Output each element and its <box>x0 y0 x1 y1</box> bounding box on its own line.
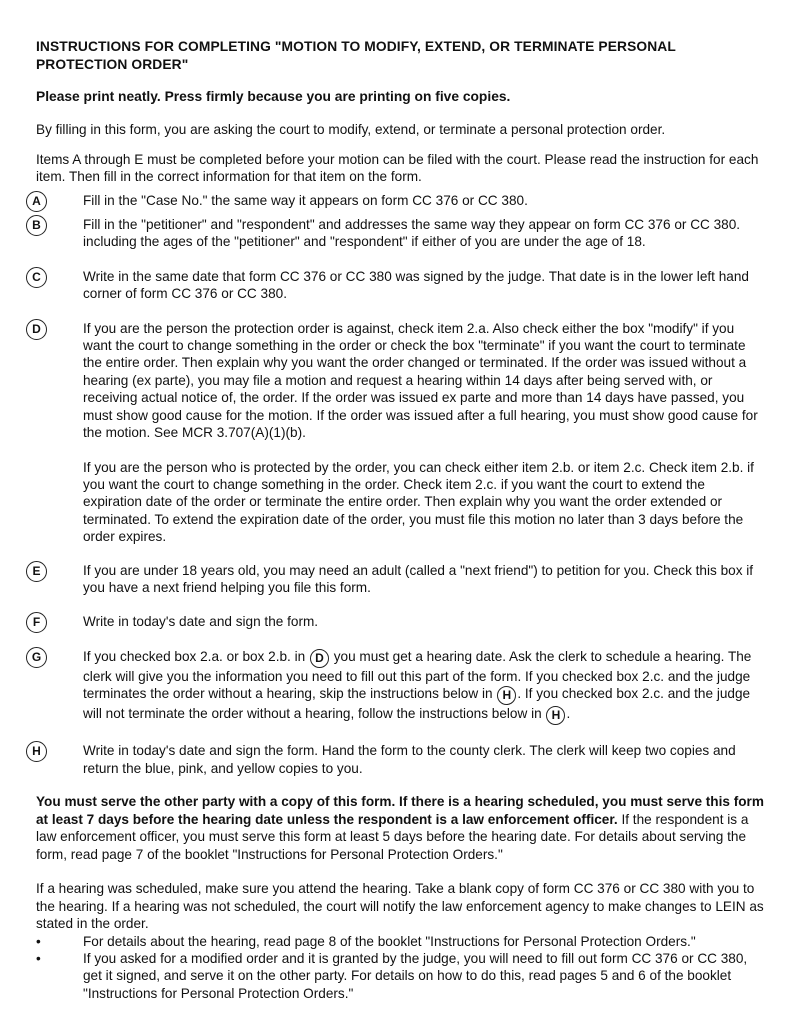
bullet-icon: • <box>36 950 41 966</box>
bullet-item-2 <box>36 950 766 1002</box>
circle-ref-h-icon: H <box>497 686 516 705</box>
item-f-text: Write in today's date and sign the form. <box>83 614 319 630</box>
serve-bold-text: You must serve the other party with a copy of this form. If there is a hearing scheduled, you must serve this form at least 7 days before the hearing date unless the respondent is a law enforcement officer. <box>36 793 764 827</box>
circle-letter-c-icon: C <box>26 267 47 288</box>
circle-letter-e-icon: E <box>26 561 47 582</box>
subtitle: Please print neatly. Press firmly because you are printing on five copies. <box>36 89 511 104</box>
circle-letter-f-icon: F <box>26 612 47 633</box>
item-f <box>32 613 766 630</box>
item-d <box>32 320 766 546</box>
page-title <box>36 38 766 74</box>
instructions-page <box>31 38 766 1002</box>
bullet-text-2: If you asked for a modified order and it is granted by the judge, you will need to fill out form CC 376 or CC 380, get it signed, and serve it on the other party. For details on how to do this, read pages 5 and 6 of the booklet "Instructions for Personal Protection Orders." <box>83 950 748 1001</box>
item-c <box>32 268 766 303</box>
item-h <box>32 742 766 777</box>
circle-letter-g-icon: G <box>26 647 47 668</box>
circle-letter-b-icon: B <box>26 215 47 236</box>
item-d-text-2: If you are the person who is protected by the order, you can check either item 2.b. or item 2.c. Check item 2.b. if you want the court to change something in the order. Check item 2.c. if you want the court to extend the expiration date of the order or terminate the entire order. Then explain why you want the order extended or terminated. To extend the expiration date of the order, you must file this motion no later than 3 days before the order expires. <box>83 459 754 545</box>
serve-normal-text: If the respondent is a law enforcement officer, you must serve this form at least 5 days before the hearing date. For details about serving the form, read page 7 of the booklet "Instructions for Personal Protection Orders." <box>36 811 749 862</box>
circle-letter-a-icon: A <box>26 191 47 212</box>
item-b-text: Fill in the "petitioner" and "respondent" and addresses the same way they appear on form CC 376 or CC 380. including the ages of the "petitioner" and "respondent" if either of you are under the age of 18. <box>83 217 741 250</box>
item-d-text: If you are the person the protection order is against, check item 2.a. Also check either the box "modify" if you want the court to change something in the order or check the box "terminate" if you want the court to terminate the entire order. Then explain why you want the order changed or terminated. If the order was issued without a hearing (ex parte), you may file a motion and request a hearing within 14 days after being served with, or receiving actual notice of, the order. If the order was issued ex parte and more than 14 days have passed, you must show good cause for the motion. If the order was issued after a full hearing, you must show good cause for the motion. See MCR 3.707(A)(1)(b). <box>83 320 758 441</box>
bullet-item-1 <box>36 933 766 950</box>
circle-ref-h-icon: H <box>546 706 565 725</box>
item-e <box>32 562 766 597</box>
intro-paragraph-1: By filling in this form, you are asking the court to modify, extend, or terminate a personal protection order. <box>36 122 666 138</box>
bullet-text-1: For details about the hearing, read page 8 of the booklet "Instructions for Personal Protection Orders." <box>83 933 696 949</box>
bullet-icon: • <box>36 933 41 949</box>
serve-paragraph <box>36 793 766 863</box>
item-g-text: If you checked box 2.a. or box 2.b. in D you must get a hearing date. Ask the clerk to schedule a hearing. The clerk will give you the information you need to fill out this part of the form. If you checked box 2.c. and the judge terminates the order without a hearing, skip the instructions below in H . If you checked box 2.c. and the judge will not terminate the order without a hearing, follow the instructions below in H . <box>83 648 766 725</box>
hearing-paragraph: If a hearing was scheduled, make sure you attend the hearing. Take a blank copy of form CC 376 or CC 380 with you to the hearing. If a hearing was not scheduled, the court will notify the law enforcement agency to make changes to LEIN as stated in the order. <box>36 881 764 932</box>
item-e-text: If you are under 18 years old, you may need an adult (called a "next friend") to petition for you. Check this box if you have a next friend helping you file this form. <box>83 562 754 595</box>
title-line-1: INSTRUCTIONS FOR COMPLETING "MOTION TO MODIFY, EXTEND, OR TERMINATE PERSONAL <box>36 39 676 54</box>
item-a <box>32 192 766 209</box>
intro-paragraph-2: Items A through E must be completed before your motion can be filed with the court. Please read the instruction for each item. Then fill in the correct information for that item on the form. <box>36 151 759 185</box>
item-a-text: Fill in the "Case No." the same way it appears on form CC 376 or CC 380. <box>83 192 528 208</box>
item-c-text: Write in the same date that form CC 376 or CC 380 was signed by the judge. That date is in the lower left hand corner of form CC 376 or CC 380. <box>83 268 749 302</box>
title-line-2: PROTECTION ORDER" <box>36 57 189 72</box>
item-h-text: Write in today's date and sign the form. Hand the form to the county clerk. The clerk will keep two copies and return the blue, pink, and yellow copies to you. <box>83 743 736 776</box>
item-g <box>31 648 766 725</box>
circle-ref-d-icon: D <box>310 649 329 668</box>
item-b <box>32 216 766 251</box>
circle-letter-d-icon: D <box>26 319 47 340</box>
circle-letter-h-icon: H <box>26 741 47 762</box>
